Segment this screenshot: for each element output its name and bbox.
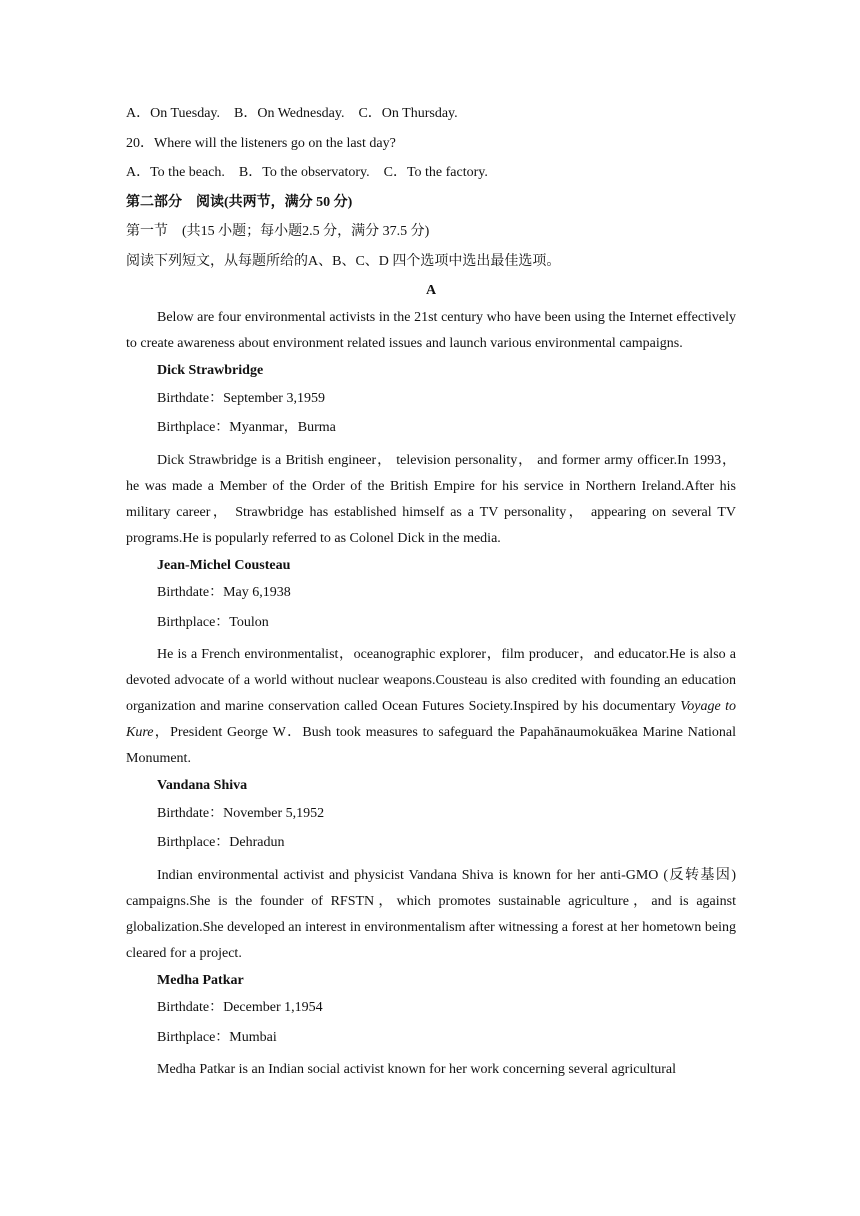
section-title: 第二部分 阅读(共两节，满分 50 分)	[126, 194, 353, 210]
documentary-title: Voyage to Kure	[126, 699, 736, 740]
bio-text: He is a French environmentalist，oceanographic explorer，film producer，and educator.He is also a devoted advocate of a world without nuclear weapons.Cousteau is also credited with founding an education organization and marine conservation called Ocean Futures Society.Inspired by his documentary	[126, 647, 736, 714]
passage-intro: Below are four environmental activists in the 21st century who have been using the Internet effectively to create awareness about environment related issues and launch various environmental campaigns.	[126, 310, 736, 351]
activist-bio: Medha Patkar is an Indian social activist known for her work concerning several agricultural	[157, 1062, 676, 1077]
activist-birthplace: Birthplace：Dehradun	[157, 835, 285, 850]
activist-name: Medha Patkar	[157, 972, 244, 988]
question-20-options: A．To the beach. B．To the observatory. C．To the factory.	[126, 165, 488, 180]
activist-name: Dick Strawbridge	[157, 363, 264, 378]
passage-label: A	[425, 283, 437, 298]
activist-birthdate: Birthdate：November 5,1952	[157, 805, 325, 821]
page-content	[126, 104, 736, 1087]
activist-name: Jean-Michel Cousteau	[157, 557, 291, 573]
activist-birthdate: Birthdate：December 1,1954	[157, 1000, 323, 1015]
activist-name: Vandana Shiva	[157, 778, 248, 793]
bio-text: ，President George W．Bush took measures to safeguard the Papahānaumokuākea Marine National Monument.	[126, 725, 736, 766]
activist-bio: Indian environmental activist and physicist Vandana Shiva is known for her anti-GMO (反转基因) campaigns.She is the founder of RFSTN，which promotes sustainable agriculture，and is against globalization.She developed an interest in environmentalism after witnessing a forest at her hometown being cleared for a project.	[126, 867, 736, 961]
activist-birthplace: Birthplace：Toulon	[157, 614, 269, 630]
activist-birthdate: Birthdate：May 6,1938	[157, 585, 291, 600]
question-19-options: A．On Tuesday. B．On Wednesday. C．On Thursday.	[126, 106, 458, 121]
subsection-title: 第一节 (共15 小题；每小题2.5 分，满分 37.5 分)	[126, 224, 430, 239]
activist-bio	[126, 642, 736, 772]
activist-birthdate: Birthdate：September 3,1959	[157, 390, 325, 406]
activist-birthplace: Birthplace：Myanmar，Burma	[157, 420, 336, 435]
instruction: 阅读下列短文，从每题所给的A、B、C、D 四个选项中选出最佳选项。	[126, 253, 561, 269]
activist-birthplace: Birthplace：Mumbai	[157, 1029, 277, 1045]
activist-bio: Dick Strawbridge is a British engineer， television personality， and former army officer.In 1993， he was made a Member of the Order of the British Empire for his service in Northern Ireland.After his military career， Strawbridge has established himself as a TV personality， appearing on several TV programs.He is popularly referred to as Colonel Dick in the media.	[126, 452, 736, 546]
question-20: 20．Where will the listeners go on the last day?	[126, 135, 396, 151]
